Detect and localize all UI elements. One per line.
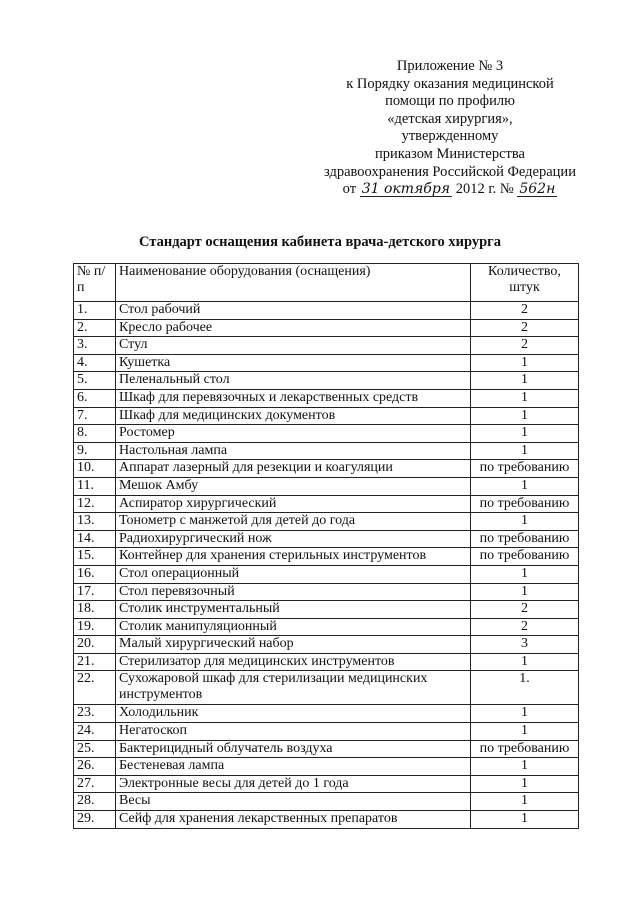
row-quantity: 1 — [471, 811, 579, 829]
order-date-line — [300, 181, 600, 199]
row-name: Контейнер для хранения стерильных инструментов — [116, 548, 471, 566]
table-row — [74, 530, 579, 548]
row-number: 8. — [74, 425, 116, 443]
row-name: Шкаф для медицинских документов — [116, 407, 471, 425]
table-row — [74, 354, 579, 372]
row-name: Стол рабочий — [116, 302, 471, 320]
table-row — [74, 407, 579, 425]
header-line: здравоохранения Российской Федерации — [324, 163, 576, 180]
row-number: 9. — [74, 442, 116, 460]
row-quantity: по требованию — [471, 495, 579, 513]
row-number: 29. — [74, 811, 116, 829]
table-row — [74, 793, 579, 811]
header-number: № п/п — [74, 264, 116, 302]
header-line: приказом Министерства — [375, 145, 525, 162]
row-number: 15. — [74, 548, 116, 566]
equipment-table — [73, 263, 579, 829]
header-line: к Порядку оказания медицинской — [346, 75, 554, 92]
row-number: 12. — [74, 495, 116, 513]
document-title: Стандарт оснащения кабинета врача-детского хирурга — [139, 234, 501, 250]
header-line: помощи по профилю — [385, 93, 515, 110]
row-name: Столик манипуляционный — [116, 618, 471, 636]
row-number: 21. — [74, 653, 116, 671]
row-number: 4. — [74, 354, 116, 372]
row-quantity: 2 — [471, 319, 579, 337]
table-row — [74, 337, 579, 355]
row-number: 24. — [74, 723, 116, 741]
table-row — [74, 495, 579, 513]
row-quantity: 2 — [471, 618, 579, 636]
row-quantity: по требованию — [471, 548, 579, 566]
row-name: Бестеневая лампа — [116, 758, 471, 776]
table-header-row — [74, 264, 579, 302]
row-name: Стул — [116, 337, 471, 355]
row-number: 10. — [74, 460, 116, 478]
row-quantity: 2 — [471, 302, 579, 320]
row-number: 20. — [74, 636, 116, 654]
row-quantity: 1 — [471, 723, 579, 741]
row-number: 16. — [74, 565, 116, 583]
row-quantity: 1 — [471, 705, 579, 723]
handwritten-number: 562н — [519, 181, 556, 198]
row-quantity: 1 — [471, 583, 579, 601]
row-number: 27. — [74, 775, 116, 793]
table-row — [74, 671, 579, 705]
row-name: Мешок Амбу — [116, 477, 471, 495]
row-name: Стол операционный — [116, 565, 471, 583]
table-row — [74, 389, 579, 407]
table-row — [74, 425, 579, 443]
table-row — [74, 775, 579, 793]
row-name: Аппарат лазерный для резекции и коагуляции — [116, 460, 471, 478]
row-quantity: 1 — [471, 477, 579, 495]
handwritten-date: 31 октября — [361, 181, 451, 198]
row-number: 25. — [74, 740, 116, 758]
row-number: 26. — [74, 758, 116, 776]
table-row — [74, 319, 579, 337]
row-name: Радиохирургический нож — [116, 530, 471, 548]
row-name: Холодильник — [116, 705, 471, 723]
row-quantity: 2 — [471, 601, 579, 619]
row-number: 23. — [74, 705, 116, 723]
row-name: Весы — [116, 793, 471, 811]
table-row — [74, 758, 579, 776]
row-number: 28. — [74, 793, 116, 811]
table-row — [74, 302, 579, 320]
row-quantity: 1 — [471, 653, 579, 671]
row-quantity: 1 — [471, 442, 579, 460]
row-quantity: 1 — [471, 758, 579, 776]
table-row — [74, 723, 579, 741]
table-row — [74, 442, 579, 460]
table-row — [74, 740, 579, 758]
appendix-header — [300, 58, 600, 199]
row-name: Малый хирургический набор — [116, 636, 471, 654]
table-row — [74, 601, 579, 619]
row-number: 1. — [74, 302, 116, 320]
row-name: Кресло рабочее — [116, 319, 471, 337]
row-name: Стерилизатор для медицинских инструментов — [116, 653, 471, 671]
row-quantity: 2 — [471, 337, 579, 355]
table-row — [74, 636, 579, 654]
date-year: 2012 г. № — [455, 181, 514, 198]
date-prefix: от — [342, 181, 357, 198]
row-name: Стол перевязочный — [116, 583, 471, 601]
row-number: 19. — [74, 618, 116, 636]
row-name: Аспиратор хирургический — [116, 495, 471, 513]
row-quantity: 1 — [471, 354, 579, 372]
table-row — [74, 811, 579, 829]
table-row — [74, 513, 579, 531]
header-quantity: Количество, штук — [471, 264, 579, 302]
row-number: 2. — [74, 319, 116, 337]
row-number: 17. — [74, 583, 116, 601]
row-quantity: 1. — [471, 671, 579, 705]
row-number: 5. — [74, 372, 116, 390]
row-quantity: 1 — [471, 565, 579, 583]
row-number: 14. — [74, 530, 116, 548]
row-name: Ростомер — [116, 425, 471, 443]
row-name: Бактерицидный облучатель воздуха — [116, 740, 471, 758]
row-quantity: 1 — [471, 372, 579, 390]
row-quantity: 1 — [471, 389, 579, 407]
row-number: 6. — [74, 389, 116, 407]
table-row — [74, 705, 579, 723]
table-row — [74, 460, 579, 478]
row-name: Сейф для хранения лекарственных препаратов — [116, 811, 471, 829]
row-name: Пеленальный стол — [116, 372, 471, 390]
row-name: Настольная лампа — [116, 442, 471, 460]
row-quantity: по требованию — [471, 460, 579, 478]
row-name: Столик инструментальный — [116, 601, 471, 619]
table-row — [74, 618, 579, 636]
table-row — [74, 653, 579, 671]
table-row — [74, 477, 579, 495]
row-number: 18. — [74, 601, 116, 619]
row-name: Шкаф для перевязочных и лекарственных средств — [116, 389, 471, 407]
row-name: Электронные весы для детей до 1 года — [116, 775, 471, 793]
header-line: «детская хирургия», — [387, 110, 513, 127]
row-name: Сухожаровой шкаф для стерилизации медицинских инструментов — [116, 671, 471, 705]
header-line: утвержденному — [401, 128, 499, 145]
row-number: 11. — [74, 477, 116, 495]
table-row — [74, 372, 579, 390]
row-name: Негатоскоп — [116, 723, 471, 741]
row-number: 7. — [74, 407, 116, 425]
row-number: 13. — [74, 513, 116, 531]
row-quantity: 1 — [471, 407, 579, 425]
row-name: Кушетка — [116, 354, 471, 372]
header-name: Наименование оборудования (оснащения) — [116, 264, 471, 302]
table-row — [74, 548, 579, 566]
header-line: Приложение № 3 — [396, 58, 504, 74]
row-name: Тонометр с манжетой для детей до года — [116, 513, 471, 531]
table-row — [74, 583, 579, 601]
row-quantity: 1 — [471, 513, 579, 531]
row-quantity: 1 — [471, 793, 579, 811]
row-quantity: по требованию — [471, 740, 579, 758]
row-quantity: 1 — [471, 775, 579, 793]
row-quantity: 3 — [471, 636, 579, 654]
row-quantity: 1 — [471, 425, 579, 443]
table-row — [74, 565, 579, 583]
row-number: 22. — [74, 671, 116, 705]
row-quantity: по требованию — [471, 530, 579, 548]
row-number: 3. — [74, 337, 116, 355]
